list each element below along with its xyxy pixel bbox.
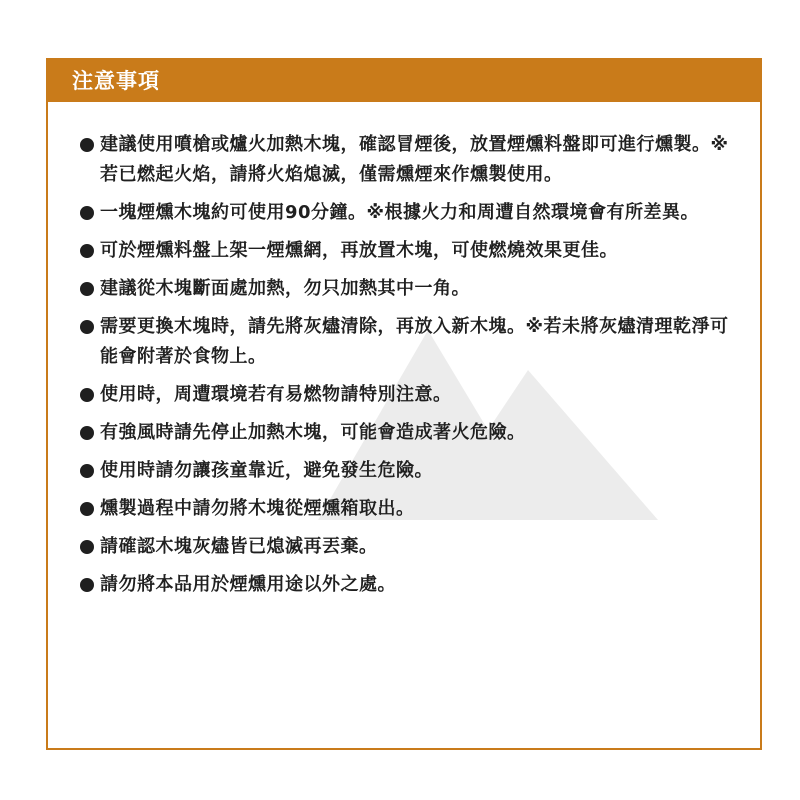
bullet-icon — [80, 502, 94, 516]
bullet-icon — [80, 388, 94, 402]
list-item-text: 燻製過程中請勿將木塊從煙燻箱取出。 — [100, 498, 415, 519]
notice-card — [46, 58, 762, 750]
list-item — [80, 570, 740, 600]
list-item — [80, 130, 740, 190]
bullet-icon — [80, 464, 94, 478]
notice-header — [48, 60, 760, 102]
notice-title: 注意事項 — [72, 69, 160, 93]
list-item — [80, 274, 740, 304]
list-item-text: 使用時，周遭環境若有易燃物請特別注意。 — [100, 384, 452, 405]
bullet-icon — [80, 282, 94, 296]
bullet-icon — [80, 138, 94, 152]
notice-list — [80, 130, 740, 608]
list-item-text: 有強風時請先停止加熱木塊，可能會造成著火危險。 — [100, 422, 526, 443]
bullet-icon — [80, 320, 94, 334]
bullet-icon — [80, 540, 94, 554]
list-item — [80, 456, 740, 486]
list-item-text: 使用時請勿讓孩童靠近，避免發生危險。 — [100, 460, 433, 481]
list-item-text: 需要更換木塊時，請先將灰燼清除，再放入新木塊。※若未將灰燼清理乾淨可能會附著於食物上。 — [100, 316, 729, 367]
list-item-text: 一塊煙燻木塊約可使用90分鐘。※根據火力和周遭自然環境會有所差異。 — [100, 202, 700, 223]
bullet-icon — [80, 426, 94, 440]
list-item — [80, 418, 740, 448]
list-item — [80, 380, 740, 410]
list-item — [80, 236, 740, 266]
list-item — [80, 198, 740, 228]
list-item — [80, 312, 740, 372]
bullet-icon — [80, 244, 94, 258]
list-item-text: 建議從木塊斷面處加熱，勿只加熱其中一角。 — [100, 278, 470, 299]
list-item-text: 請勿將本品用於煙燻用途以外之處。 — [100, 574, 396, 595]
list-item-text: 請確認木塊灰燼皆已熄滅再丟棄。 — [100, 536, 378, 557]
list-item-text: 可於煙燻料盤上架一煙燻網，再放置木塊，可使燃燒效果更佳。 — [100, 240, 618, 261]
list-item-text: 建議使用噴槍或爐火加熱木塊，確認冒煙後，放置煙燻料盤即可進行燻製。※若已燃起火焰，請將火焰熄滅，僅需燻煙來作燻製使用。 — [100, 134, 729, 185]
bullet-icon — [80, 578, 94, 592]
list-item — [80, 494, 740, 524]
list-item — [80, 532, 740, 562]
bullet-icon — [80, 206, 94, 220]
